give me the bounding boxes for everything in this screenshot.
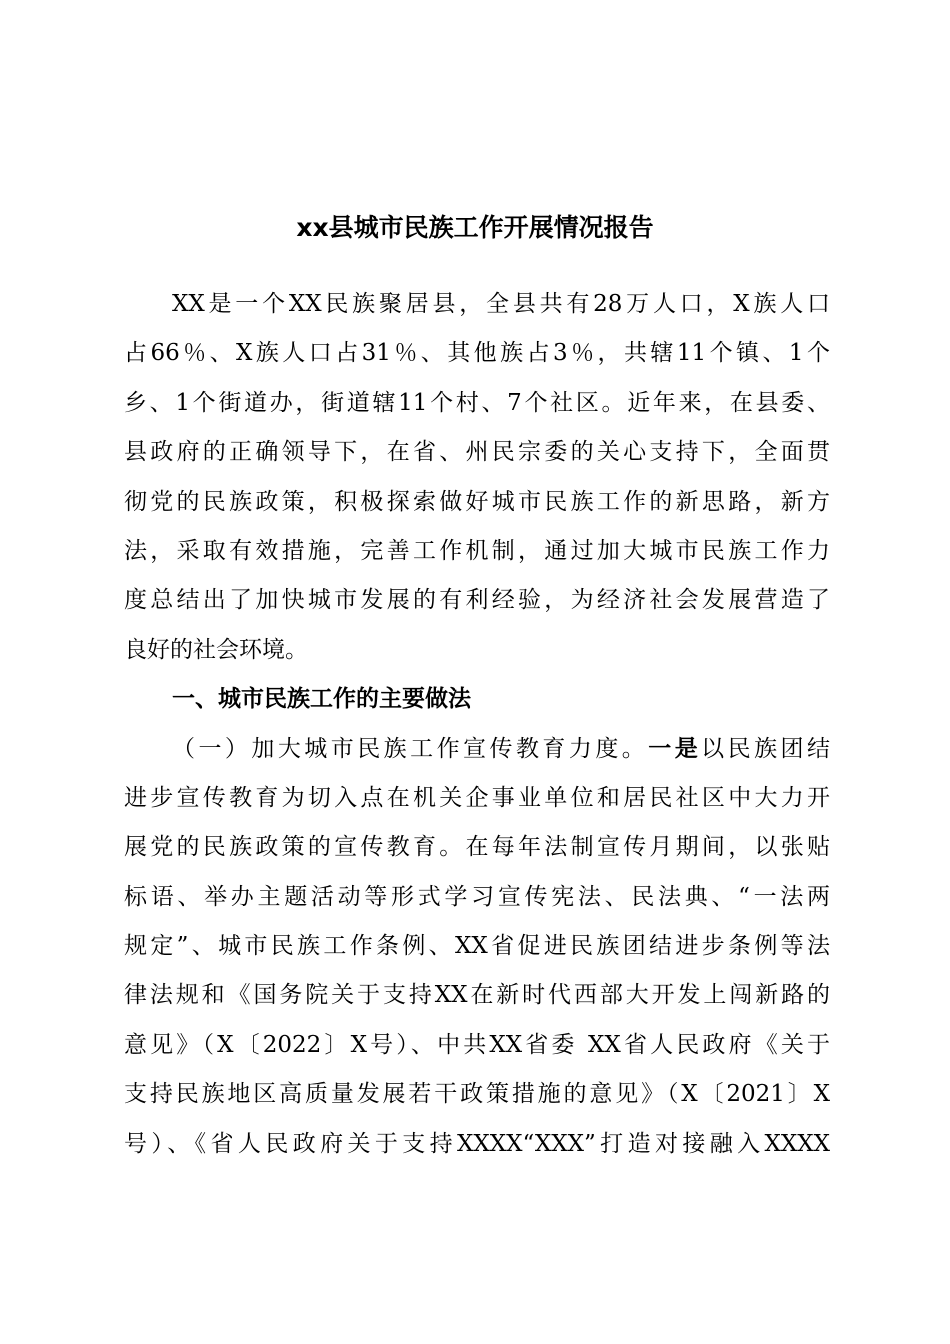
subsection-lead-line — [124, 725, 830, 774]
subsection-line-6: 意见》（X〔2022〕X号）、中共XX省委 XX省人民政府《关于 — [124, 1031, 830, 1058]
subsection-line-5: 律法规和《国务院关于支持XX在新时代西部大开发上闯新路的 — [124, 982, 830, 1009]
subsection-line-7: 支持民族地区高质量发展若干政策措施的意见》（X〔2021〕X — [124, 1081, 830, 1108]
subsection-line-4: 规定”、城市民族工作条例、XX省促进民族团结进步条例等法 — [124, 933, 830, 960]
subsection-line-2: 展党的民族政策的宣传教育。在每年法制宣传月期间，以张贴 — [124, 834, 830, 861]
intro-line-1: XX是一个XX民族聚居县，全县共有28万人口，X族人口 — [172, 291, 830, 317]
document-body — [124, 280, 830, 1169]
subsection-line-8: 号）、《省人民政府关于支持XXXX“XXX”打造对接融入XXXX — [124, 1130, 830, 1157]
intro-line-8: 良好的社会环境。 — [124, 636, 308, 663]
bold-marker: 一是 — [648, 735, 702, 762]
intro-line-2: 占66％、X族人口占31％、其他族占3％，共辖11个镇、1个 — [124, 340, 830, 367]
intro-line-7: 度总结出了加快城市发展的有利经验，为经济社会发展营造了 — [124, 587, 830, 614]
section-heading: 一、城市民族工作的主要做法 — [172, 686, 471, 713]
intro-line-3: 乡、1个街道办，街道辖11个村、7个社区。近年来，在县委、 — [124, 389, 830, 416]
document-title: xx县城市民族工作开展情况报告 — [296, 213, 654, 242]
subsection-line-3: 标语、举办主题活动等形式学习宣传宪法、民法典、“一法两 — [124, 883, 830, 910]
subsection-lead: （一）加大城市民族工作宣传教育力度。 — [172, 735, 649, 762]
intro-line-5: 彻党的民族政策，积极探索做好城市民族工作的新思路，新方 — [124, 488, 830, 515]
subsection-lead-rest: 以民族团结 — [701, 735, 830, 762]
subsection-line-1: 进步宣传教育为切入点在机关企事业单位和居民社区中大力开 — [124, 784, 830, 811]
intro-line-6: 法，采取有效措施，完善工作机制，通过加大城市民族工作力 — [124, 537, 830, 564]
intro-line-4: 县政府的正确领导下，在省、州民宗委的关心支持下，全面贯 — [124, 439, 830, 466]
